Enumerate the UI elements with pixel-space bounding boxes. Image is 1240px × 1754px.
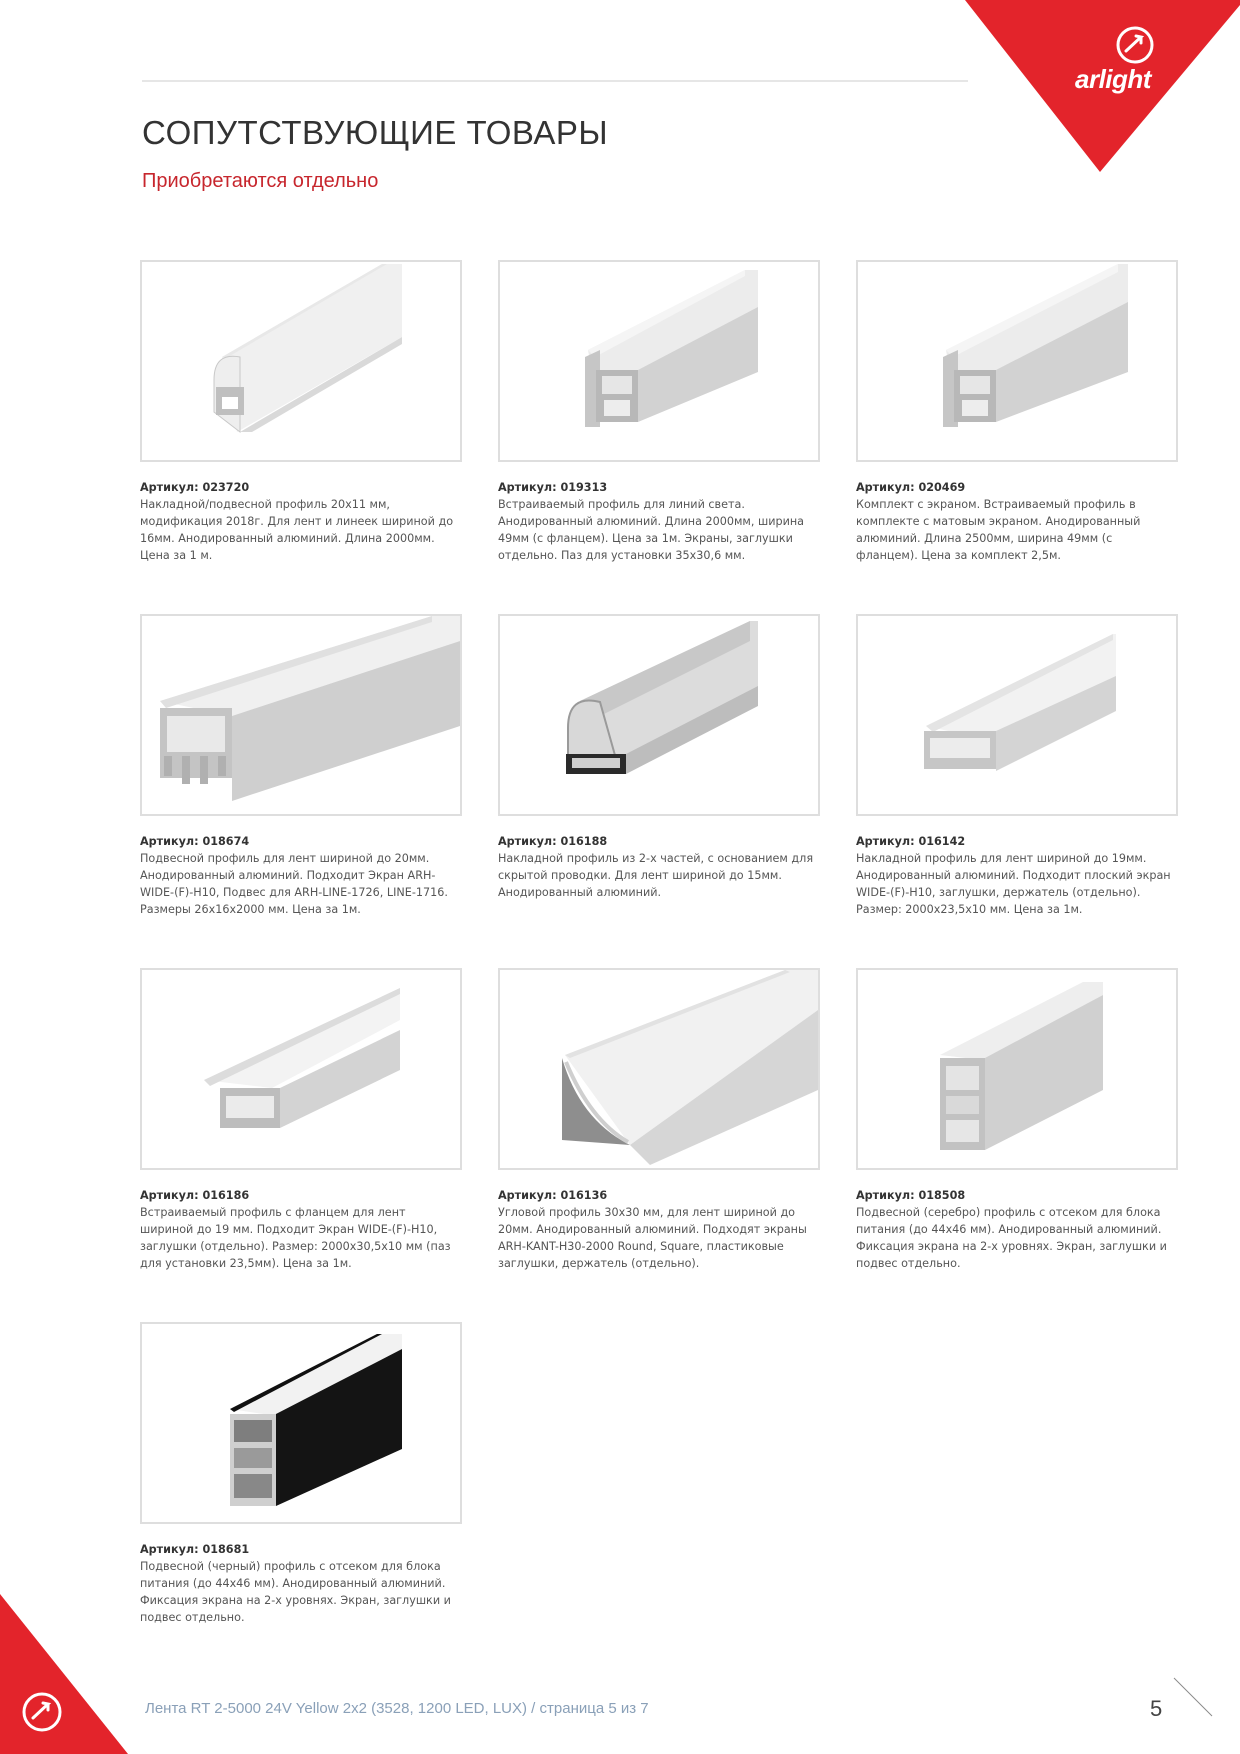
product-photo (140, 968, 462, 1170)
product-sku: Артикул: 018674 (140, 835, 250, 848)
product-sku: Артикул: 016188 (498, 835, 608, 848)
product-card[interactable] (856, 614, 1178, 918)
product-description: Подвесной (черный) профиль с отсеком для блока питания (до 44х46 мм). Анодированный алюминий. Фиксация экрана на 2-х уровнях. Экран, заглушки и подвес отдельно. (140, 1560, 451, 1624)
tall-silver-profile-icon (858, 970, 1176, 1168)
product-sku: Артикул: 019313 (498, 481, 608, 494)
top-divider (142, 80, 968, 82)
product-card[interactable] (856, 968, 1178, 1272)
product-sku: Артикул: 016142 (856, 835, 966, 848)
product-photo (498, 614, 820, 816)
product-photo (140, 1322, 462, 1524)
product-description: Угловой профиль 30х30 мм, для лент шириной до 20мм. Анодированный алюминий. Подходят экраны ARH-KANT-H30-2000 Round, Square, пластиковые заглушки, держатель (отдельно). (498, 1206, 807, 1270)
product-description: Комплект с экраном. Встраиваемый профиль в комплекте с матовым экраном. Анодированный алюминий. Длина 2500мм, ширина 49мм (с фланцем). Цена за комплект 2,5м. (856, 498, 1141, 562)
product-card[interactable] (140, 1322, 462, 1626)
page-number: 5 (1150, 1696, 1163, 1721)
page-title: СОПУТСТВУЮЩИЕ ТОВАРЫ (142, 114, 609, 151)
product-description: Накладной профиль для лент шириной до 19мм. Анодированный алюминий. Подходит плоский экран WIDE-(F)-H10, заглушки, держатель (отдельно). Размер: 2000х23,5х10 мм. Цена за 1м. (856, 852, 1171, 916)
flanged-flat-profile-icon (142, 970, 460, 1168)
product-description: Встраиваемый профиль для линий света. Анодированный алюминий. Длина 2000мм, ширина 49мм (с фланцем). Цена за 1м. Экраны, заглушки отдельно. Паз для установки 35х30,6 мм. (498, 498, 805, 562)
corner-diagonal-line (1172, 1676, 1214, 1718)
corner-decoration-bottom (0, 1594, 160, 1754)
tall-black-profile-icon (142, 1324, 460, 1522)
product-photo (856, 614, 1178, 816)
product-card[interactable] (140, 968, 462, 1272)
product-photo (140, 260, 462, 462)
flanged-profile-icon (858, 262, 1176, 460)
product-sku: Артикул: 020469 (856, 481, 966, 494)
product-sku: Артикул: 018508 (856, 1189, 966, 1202)
product-photo (498, 260, 820, 462)
product-card[interactable] (140, 614, 462, 918)
page-subtitle: Приобретаются отдельно (142, 170, 379, 192)
round-profile-icon (142, 262, 460, 460)
product-sku: Артикул: 018681 (140, 1543, 250, 1556)
corner-profile-icon (500, 970, 818, 1168)
product-description: Подвесной профиль для лент шириной до 20мм. Анодированный алюминий. Подходит Экран ARH-WIDE-(F)-H10, Подвес для ARH-LINE-1726, LINE-1716. Размеры 26х16х2000 мм. Цена за 1м. (140, 852, 448, 916)
product-photo (140, 614, 462, 816)
product-photo (498, 968, 820, 1170)
brand-logo[interactable]: arlight (1075, 64, 1151, 94)
product-description: Встраиваемый профиль с фланцем для лент шириной до 19 мм. Подходит Экран WIDE-(F)-H10, заглушки (отдельно). Размер: 2000х30,5х10 мм (паз для установки 23,5мм). Цена за 1м. (140, 1206, 451, 1270)
product-card[interactable] (498, 968, 820, 1272)
product-photo (856, 260, 1178, 462)
product-photo (856, 968, 1178, 1170)
product-description: Накладной профиль из 2-х частей, с основанием для скрытой проводки. Для лент шириной до 15мм. Анодированный алюминий. (498, 852, 814, 899)
clear-dome-profile-icon (500, 616, 818, 814)
wide-profile-icon (142, 616, 460, 814)
product-sku: Артикул: 016186 (140, 1189, 250, 1202)
product-sku: Артикул: 016136 (498, 1189, 608, 1202)
product-card[interactable] (856, 260, 1178, 564)
footer-document-title: Лента RT 2-5000 24V Yellow 2x2 (3528, 1200 LED, LUX) / страница 5 из 7 (145, 1700, 649, 1717)
flanged-profile-icon (500, 262, 818, 460)
product-card[interactable] (498, 260, 820, 564)
flat-profile-icon (858, 616, 1176, 814)
product-sku: Артикул: 023720 (140, 481, 250, 494)
product-description: Накладной/подвесной профиль 20х11 мм, модификация 2018г. Для лент и линеек шириной до 16мм. Анодированный алюминий. Длина 2000мм. Цена за 1 м. (140, 498, 454, 562)
product-card[interactable] (498, 614, 820, 901)
product-card[interactable] (140, 260, 462, 564)
product-description: Подвесной (серебро) профиль с отсеком для блока питания (до 44х46 мм). Анодированный алюминий. Фиксация экрана на 2-х уровнях. Экран, заглушки и подвес отдельно. (856, 1206, 1167, 1270)
